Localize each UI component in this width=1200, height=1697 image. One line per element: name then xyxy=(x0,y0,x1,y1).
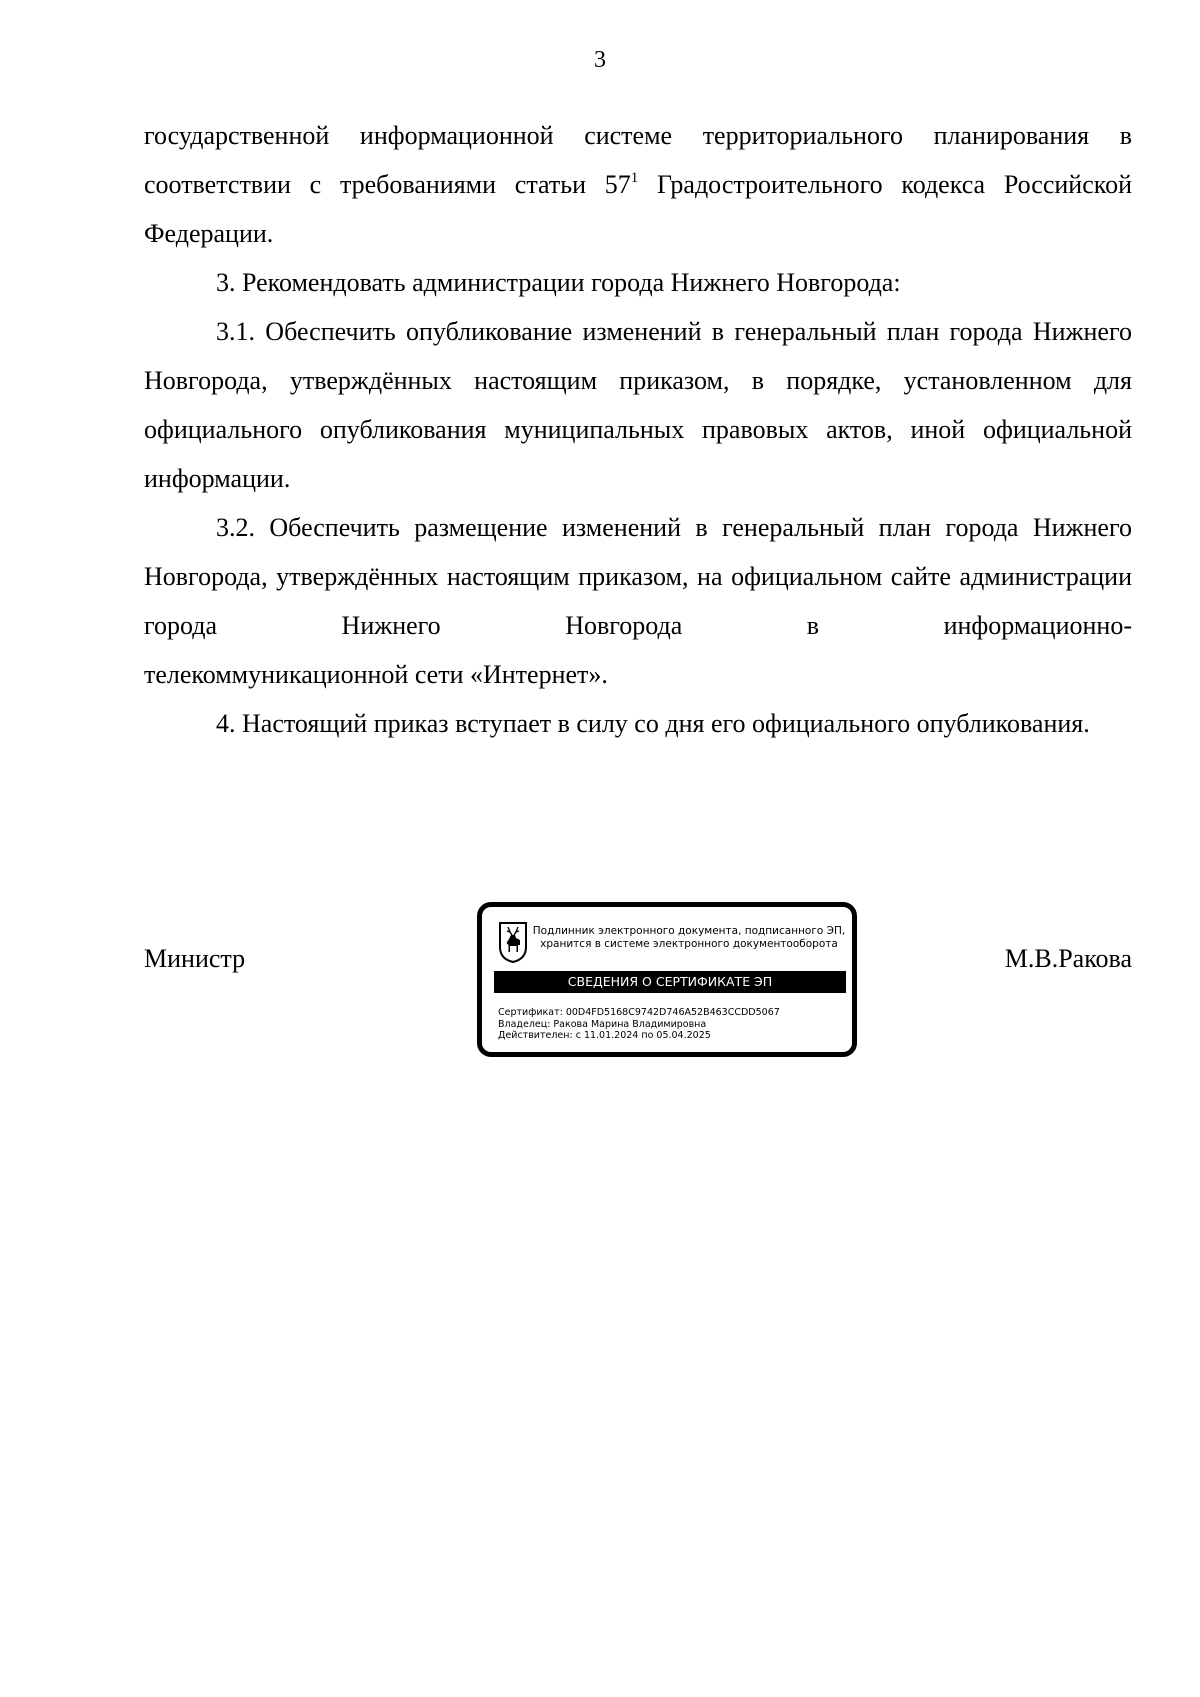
signatory-name: М.В.Ракова xyxy=(1004,944,1132,973)
stamp-certificate-validity: Действителен: с 11.01.2024 по 05.04.2025 xyxy=(498,1030,711,1041)
document-body xyxy=(144,111,1132,748)
electronic-signature-stamp xyxy=(477,902,857,1057)
signatory-title: Министр xyxy=(144,944,246,973)
stamp-header xyxy=(530,925,848,951)
paragraph-3-1: 3.1. Обеспечить опубликование изменений в генеральный план города Нижнего Новгорода, утверждённых настоящим приказом, в порядке, установленном для официального опубликования муниципальных правовых актов, иной официальной информации. xyxy=(144,317,1132,493)
stamp-certificate-id: Сертификат: 00D4FD5168C9742D746A52B463CCDD5067 xyxy=(498,1007,780,1018)
paragraph-2-continuation xyxy=(144,111,1132,258)
page-number: 3 xyxy=(594,47,606,73)
paragraph-4: 4. Настоящий приказ вступает в силу со дня его официального опубликования. xyxy=(216,709,1090,738)
stamp-certificate-details xyxy=(498,1007,780,1042)
paragraph-text: государственной информационной системе территориального планирования в соответствии с требованиями статьи 57 xyxy=(144,121,1132,199)
paragraph-3: 3. Рекомендовать администрации города Нижнего Новгорода: xyxy=(216,268,901,297)
paragraph-3-2-part-2: телекоммуникационной сети «Интернет». xyxy=(144,660,608,689)
stamp-certificate-owner: Владелец: Ракова Марина Владимировна xyxy=(498,1018,707,1030)
paragraph-text: Градостроительного кодекса Российской Федерации. xyxy=(144,170,1132,248)
article-superscript: 1 xyxy=(630,170,639,186)
paragraph-3-2-part-1: 3.2. Обеспечить размещение изменений в генеральный план города Нижнего Новгорода, утверждённых настоящим приказом, на официальном сайте администрации города Нижнего Новгорода в информационно- xyxy=(144,513,1132,640)
stamp-header-line: Подлинник электронного документа, подписанного ЭП, xyxy=(532,925,846,937)
nizhny-novgorod-deer-emblem-icon xyxy=(498,921,528,963)
stamp-header-line: хранится в системе электронного документооборота xyxy=(540,938,838,950)
stamp-certificate-title: СВЕДЕНИЯ О СЕРТИФИКАТЕ ЭП xyxy=(494,971,846,993)
